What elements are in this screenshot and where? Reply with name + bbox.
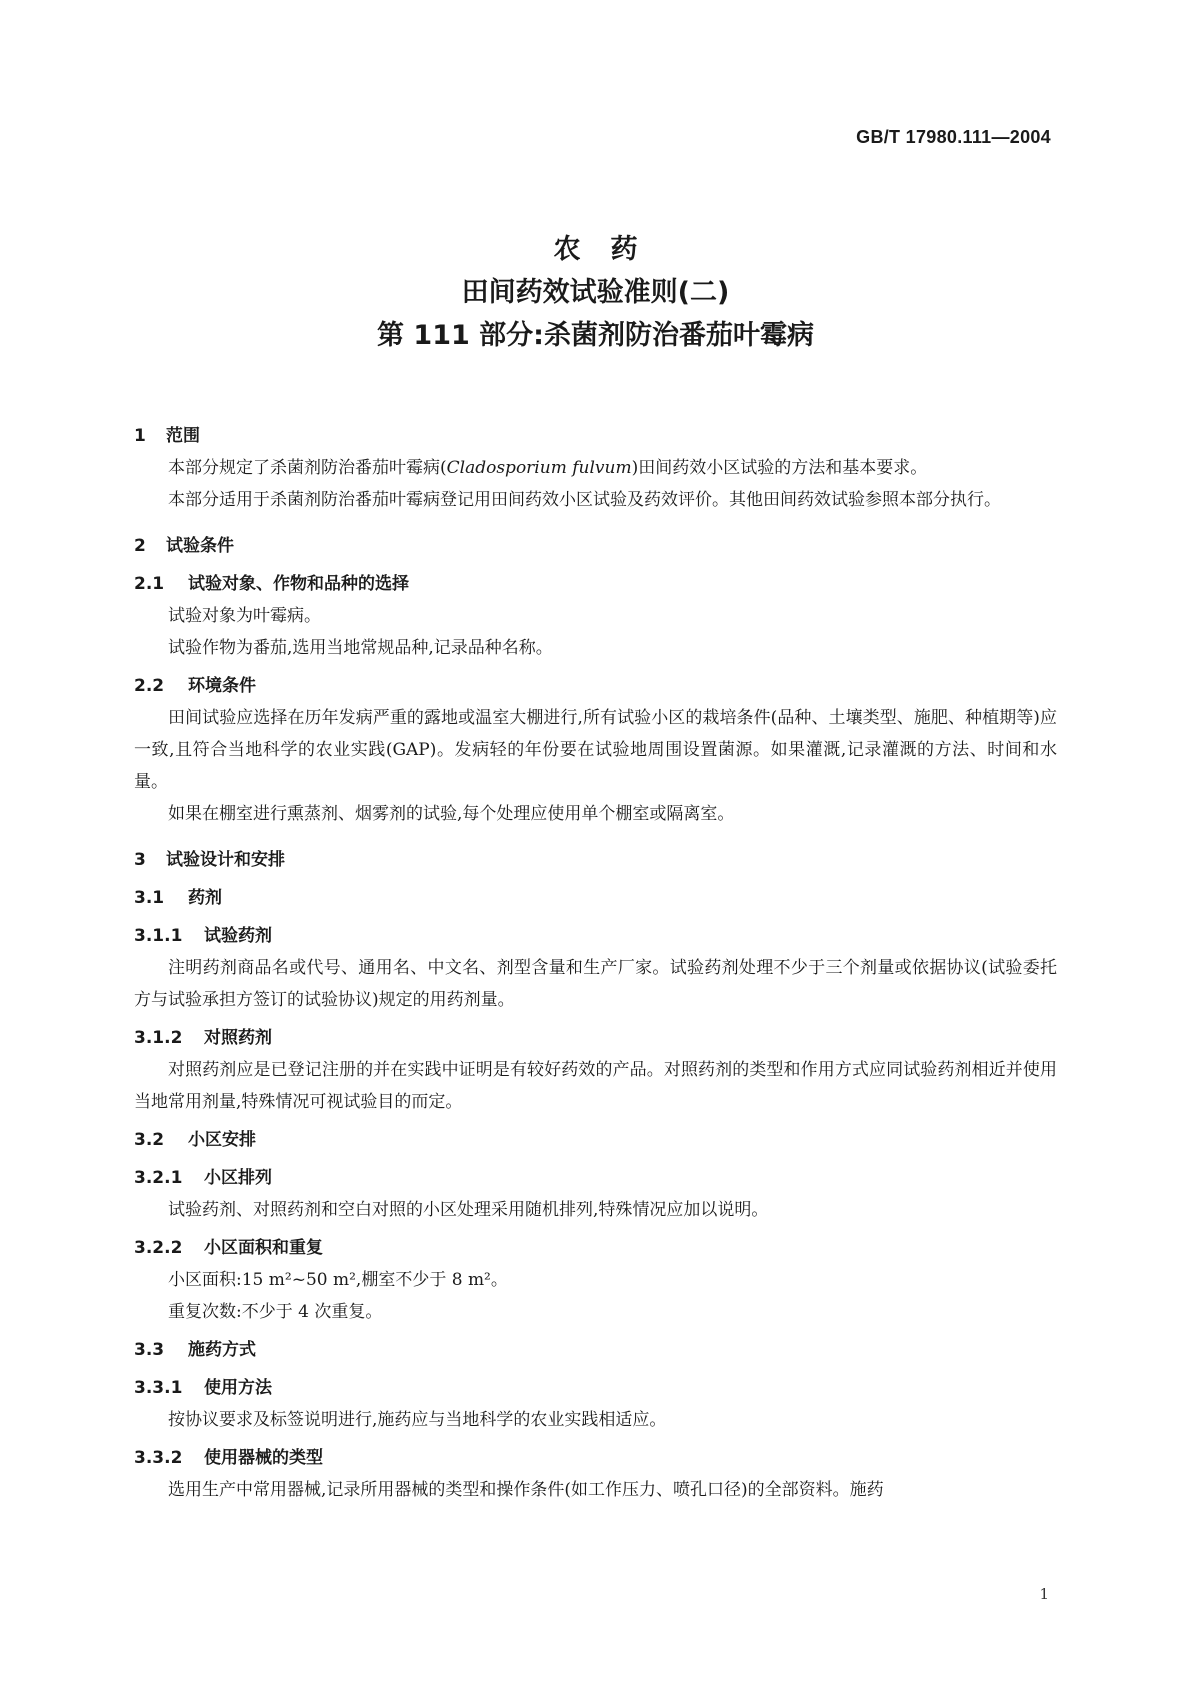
paragraph: 试验药剂、对照药剂和空白对照的小区处理采用随机排列,特殊情况应加以说明。 — [168, 1200, 769, 1220]
standard-code: GB/T 17980.111—2004 — [856, 127, 1051, 147]
section-title: 试验设计和安排 — [166, 850, 285, 870]
title-line-2: 田间药效试验准则(二) — [461, 277, 730, 308]
section-title: 对照药剂 — [204, 1028, 272, 1048]
section-number: 3.2.2 — [134, 1238, 183, 1258]
section-title: 小区面积和重复 — [204, 1238, 323, 1258]
document-title — [0, 228, 1191, 357]
section-title: 范围 — [166, 426, 200, 446]
paragraph: 如果在棚室进行熏蒸剂、烟雾剂的试验,每个处理应使用单个棚室或隔离室。 — [168, 804, 735, 824]
section-title: 试验对象、作物和品种的选择 — [188, 574, 409, 594]
paragraph: 试验对象为叶霉病。 — [168, 606, 321, 626]
latin-name: Cladosporium fulvum — [446, 458, 632, 478]
section-title: 施药方式 — [188, 1340, 256, 1360]
section-title: 小区安排 — [188, 1130, 256, 1150]
section-number: 1 — [134, 426, 146, 446]
section-1-heading — [134, 420, 1057, 452]
title-line-1: 农药 — [553, 234, 668, 265]
paragraph: 本部分适用于杀菌剂防治番茄叶霉病登记用田间药效小区试验及药效评价。其他田间药效试验参照本部分执行。 — [168, 490, 1001, 510]
section-3-3-heading — [134, 1334, 1057, 1366]
section-number: 3.2 — [134, 1130, 165, 1150]
section-title: 试验药剂 — [204, 926, 272, 946]
paragraph: 按协议要求及标签说明进行,施药应与当地科学的农业实践相适应。 — [168, 1410, 667, 1430]
section-title: 试验条件 — [166, 536, 234, 556]
section-title: 环境条件 — [188, 676, 256, 696]
section-number: 3.1.2 — [134, 1028, 183, 1048]
paragraph: 注明药剂商品名或代号、通用名、中文名、剂型含量和生产厂家。试验药剂处理不少于三个剂量或依据协议(试验委托方与试验承担方签订的试验协议)规定的用药剂量。 — [134, 958, 1057, 1010]
section-3-1-1-heading — [134, 920, 1057, 952]
section-title: 药剂 — [188, 888, 222, 908]
paragraph — [134, 452, 1057, 484]
title-line-3: 第 111 部分:杀菌剂防治番茄叶霉病 — [377, 320, 814, 351]
section-number: 2.1 — [134, 574, 165, 594]
section-2-heading — [134, 530, 1057, 562]
paragraph: 田间试验应选择在历年发病严重的露地或温室大棚进行,所有试验小区的栽培条件(品种、土壤类型、施肥、种植期等)应一致,且符合当地科学的农业实践(GAP)。发病轻的年份要在试验地周围设置菌源。如果灌溉,记录灌溉的方法、时间和水量。 — [134, 708, 1057, 792]
section-number: 3.1 — [134, 888, 165, 908]
paragraph: 选用生产中常用器械,记录所用器械的类型和操作条件(如工作压力、喷孔口径)的全部资料。施药 — [168, 1480, 884, 1500]
section-number: 3 — [134, 850, 146, 870]
paragraph: 重复次数:不少于 4 次重复。 — [168, 1302, 383, 1322]
section-2-1-heading — [134, 568, 1057, 600]
section-number: 2 — [134, 536, 146, 556]
section-title: 使用器械的类型 — [204, 1448, 323, 1468]
section-3-2-2-heading — [134, 1232, 1057, 1264]
paragraph: 小区面积:15 m²~50 m²,棚室不少于 8 m²。 — [168, 1270, 508, 1290]
paragraph: 试验作物为番茄,选用当地常规品种,记录品种名称。 — [168, 638, 553, 658]
section-3-1-2-heading — [134, 1022, 1057, 1054]
section-number: 2.2 — [134, 676, 165, 696]
section-number: 3.3 — [134, 1340, 165, 1360]
section-number: 3.1.1 — [134, 926, 183, 946]
section-3-3-1-heading — [134, 1372, 1057, 1404]
document-body — [134, 420, 1057, 1506]
section-3-heading — [134, 844, 1057, 876]
section-number: 3.3.2 — [134, 1448, 183, 1468]
paragraph-text: 本部分规定了杀菌剂防治番茄叶霉病( — [168, 458, 447, 478]
paragraph-text: )田间药效小区试验的方法和基本要求。 — [631, 458, 928, 478]
section-3-3-2-heading — [134, 1442, 1057, 1474]
section-number: 3.2.1 — [134, 1168, 183, 1188]
section-3-1-heading — [134, 882, 1057, 914]
section-title: 使用方法 — [204, 1378, 272, 1398]
section-2-2-heading — [134, 670, 1057, 702]
section-number: 3.3.1 — [134, 1378, 183, 1398]
section-title: 小区排列 — [204, 1168, 272, 1188]
page-number: 1 — [1039, 1585, 1049, 1603]
section-3-2-1-heading — [134, 1162, 1057, 1194]
paragraph: 对照药剂应是已登记注册的并在实践中证明是有较好药效的产品。对照药剂的类型和作用方式应同试验药剂相近并使用当地常用剂量,特殊情况可视试验目的而定。 — [134, 1060, 1057, 1112]
section-3-2-heading — [134, 1124, 1057, 1156]
